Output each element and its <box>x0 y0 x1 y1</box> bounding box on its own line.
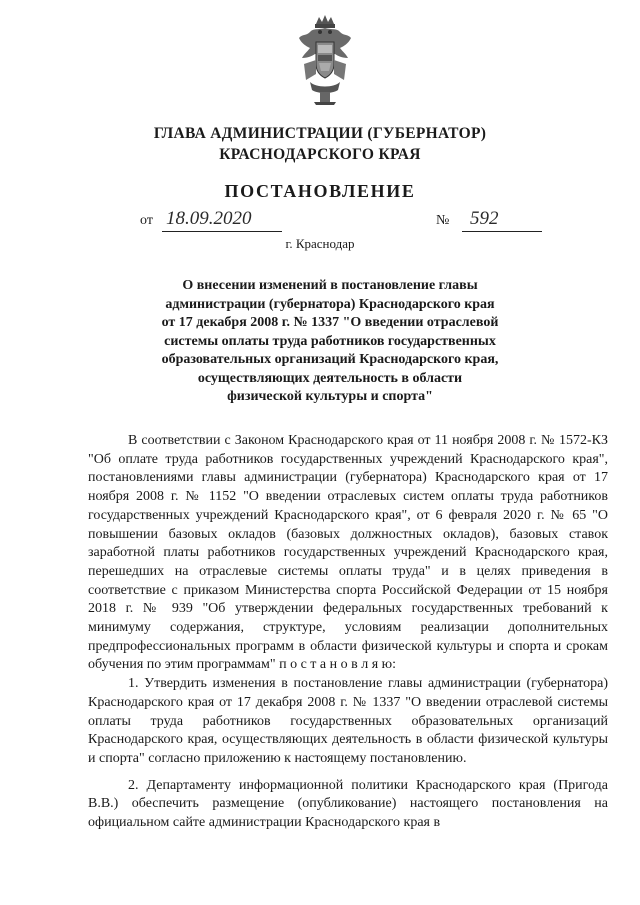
city-label: г. Краснодар <box>285 236 355 251</box>
title-line: физической культуры и спорта" <box>227 389 433 404</box>
date-value: 18.09.2020 <box>162 207 282 232</box>
preamble-paragraph: В соответствии с Законом Краснодарского края от 11 ноября 2008 г. № 1572-КЗ "Об оплате труда работников государственных учреждений Краснодарского края", постановлениями главы администрации (губернатора) Краснодарского края от 17 ноября 2008 г. № 1152 "О введении отраслевых систем оплаты труда работников государственных учреждений Краснодарского края", от 6 февраля 2020 г. № 65 "О повышении базовых окладов (базовых должностных окладов), базовых ставок заработной платы работников государственных учреждений Краснодарского края, перешедших на отраслевые системы оплаты труда" и в целях приведения в соответствие с приказом Министерства спорта Российской Федерации от 15 ноября 2018 г. № 939 "Об утверждении федеральных государственных требований к минимуму содержания, структуре, условиям реализации дополнительных предпрофессиональных программ в области физической культуры и спорта и срокам обучения по этим программам" п о с т а н о в л я ю: <box>88 433 608 673</box>
number-value: 592 <box>462 207 542 232</box>
authority-title-line2: КРАСНОДАРСКОГО КРАЯ <box>219 146 421 163</box>
document-title <box>150 277 510 407</box>
number-label: № <box>436 213 450 228</box>
date-number-row <box>140 209 540 235</box>
title-line: О внесении изменений в постановление главы <box>182 278 478 293</box>
authority-title-line1: ГЛАВА АДМИНИСТРАЦИИ (ГУБЕРНАТОР) <box>153 125 487 142</box>
item-2-paragraph: 2. Департаменту информационной политики Краснодарского края (Пригода В.В.) обеспечить размещение (опубликование) настоящего постановления на официальном сайте администрации Краснодарского края в <box>88 777 608 831</box>
document-type-heading: ПОСТАНОВЛЕНИЕ <box>224 181 416 201</box>
item-1-paragraph: 1. Утвердить изменения в постановление главы администрации (губернатора) Краснодарского края от 17 декабря 2008 г. № 1337 "О введении отраслевой системы оплаты труда работников государственных образовательных организаций Краснодарского края, осуществляющих деятельность в области физической культуры и спорта" согласно приложению к настоящему постановлению. <box>88 676 608 766</box>
title-line: системы оплаты труда работников государственных <box>164 333 496 349</box>
title-line: от 17 декабря 2008 г. № 1337 "О введении отраслевой <box>161 315 499 330</box>
title-line: осуществляющих деятельность в области <box>197 370 463 386</box>
date-label: от <box>140 213 153 228</box>
title-line: образовательных организаций Краснодарского края, <box>161 352 499 367</box>
document-body <box>88 432 608 833</box>
title-line: администрации (губернатора) Краснодарского края <box>165 296 495 312</box>
coat-of-arms-emblem <box>296 14 354 106</box>
